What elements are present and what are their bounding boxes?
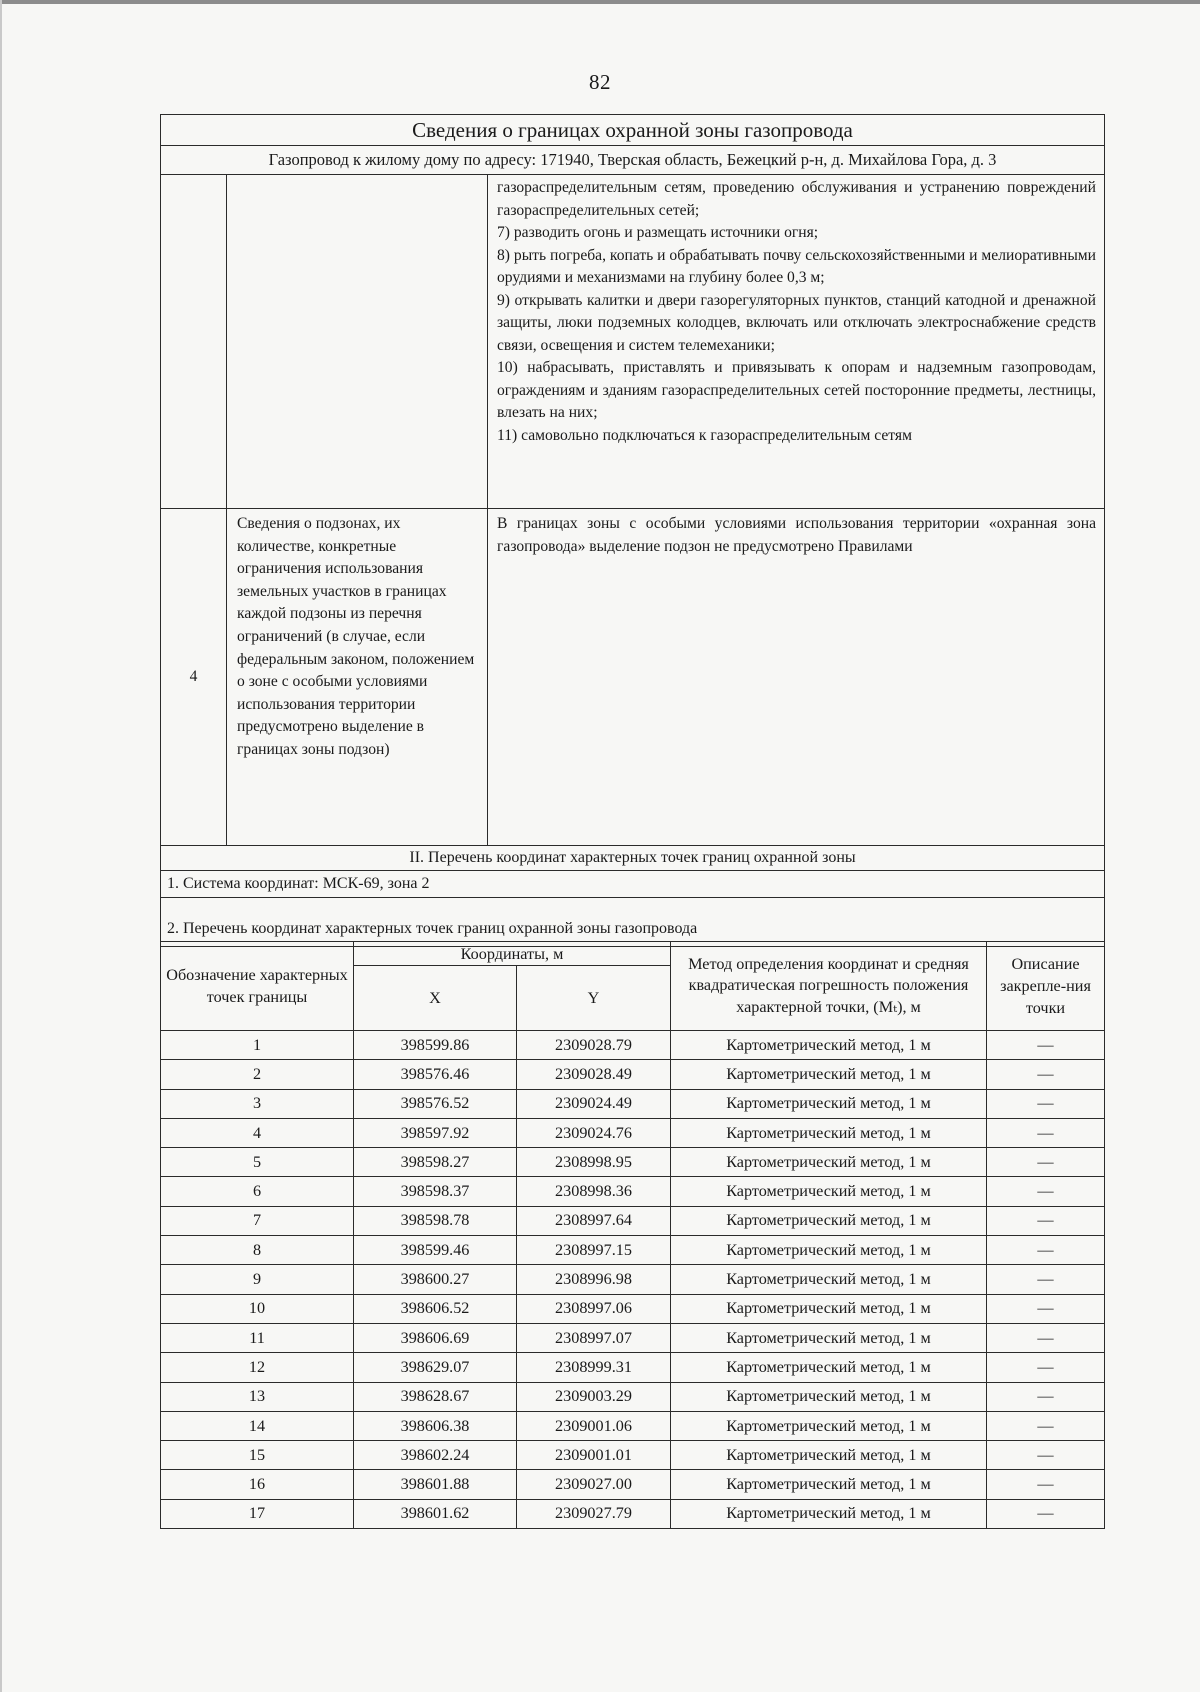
y-coordinate-cell: 2309003.29	[517, 1382, 671, 1411]
coordinate-row	[161, 1470, 1105, 1499]
y-coordinate-cell: 2309027.79	[517, 1499, 671, 1528]
coordinates-table	[160, 941, 1105, 1529]
point-number-cell: 10	[161, 1294, 354, 1323]
zone-table-subtitle: Газопровод к жилому дому по адресу: 171940, Тверская область, Бежецкий р-н, д. Михайлова Гора, д. 3	[161, 146, 1105, 175]
point-number-cell: 4	[161, 1118, 354, 1147]
y-coordinate-cell: 2309028.79	[517, 1031, 671, 1060]
x-coordinate-cell: 398576.52	[354, 1089, 517, 1118]
method-cell: Картометрический метод, 1 м	[671, 1353, 987, 1382]
point-number-cell: 17	[161, 1499, 354, 1528]
method-cell: Картометрический метод, 1 м	[671, 1206, 987, 1235]
zone-table-subtitle-row	[161, 146, 1105, 175]
x-coordinate-cell: 398598.37	[354, 1177, 517, 1206]
y-coordinate-cell: 2308998.95	[517, 1148, 671, 1177]
fixing-description-cell: —	[987, 1499, 1105, 1528]
method-cell: Картометрический метод, 1 м	[671, 1177, 987, 1206]
x-coordinate-cell: 398606.38	[354, 1411, 517, 1440]
coordinate-row	[161, 1089, 1105, 1118]
fixing-description-cell: —	[987, 1411, 1105, 1440]
header-y: Y	[517, 966, 671, 1031]
point-number-cell: 1	[161, 1031, 354, 1060]
x-coordinate-cell: 398598.27	[354, 1148, 517, 1177]
x-coordinate-cell: 398598.78	[354, 1206, 517, 1235]
zone-table-title-row	[161, 115, 1105, 146]
x-coordinate-cell: 398629.07	[354, 1353, 517, 1382]
coordinate-row	[161, 1177, 1105, 1206]
method-cell: Картометрический метод, 1 м	[671, 1236, 987, 1265]
y-coordinate-cell: 2309001.01	[517, 1441, 671, 1470]
page-number: 82	[589, 70, 611, 94]
method-cell: Картометрический метод, 1 м	[671, 1323, 987, 1352]
method-cell: Картометрический метод, 1 м	[671, 1118, 987, 1147]
y-coordinate-cell: 2308997.64	[517, 1206, 671, 1235]
x-coordinate-cell: 398601.62	[354, 1499, 517, 1528]
coordinate-system-row	[161, 871, 1105, 898]
fixing-description-cell: —	[987, 1294, 1105, 1323]
method-cell: Картометрический метод, 1 м	[671, 1089, 987, 1118]
coordinate-row	[161, 1441, 1105, 1470]
fixing-description-cell: —	[987, 1089, 1105, 1118]
header-description: Описание закрепле-ния точки	[987, 942, 1105, 1031]
y-coordinate-cell: 2308996.98	[517, 1265, 671, 1294]
page-number-container	[0, 70, 1200, 95]
zone-table-title: Сведения о границах охранной зоны газопровода	[161, 115, 1105, 146]
fixing-description-cell: —	[987, 1236, 1105, 1265]
restrictions-label-cell	[227, 175, 488, 509]
coordinate-system: 1. Система координат: МСК-69, зона 2	[161, 871, 1105, 898]
restrictions-number-cell	[161, 175, 227, 509]
coordinate-row	[161, 1236, 1105, 1265]
coordinate-list-title-row	[161, 898, 1105, 947]
x-coordinate-cell: 398628.67	[354, 1382, 517, 1411]
coordinates-table-body	[161, 1031, 1105, 1529]
x-coordinate-cell: 398576.46	[354, 1060, 517, 1089]
subzones-row-number: 4	[161, 509, 227, 846]
point-number-cell: 7	[161, 1206, 354, 1235]
y-coordinate-cell: 2309028.49	[517, 1060, 671, 1089]
y-coordinate-cell: 2308997.07	[517, 1323, 671, 1352]
coordinate-row	[161, 1206, 1105, 1235]
x-coordinate-cell: 398602.24	[354, 1441, 517, 1470]
method-cell: Картометрический метод, 1 м	[671, 1148, 987, 1177]
method-cell: Картометрический метод, 1 м	[671, 1470, 987, 1499]
coordinate-row	[161, 1411, 1105, 1440]
point-number-cell: 2	[161, 1060, 354, 1089]
fixing-description-cell: —	[987, 1265, 1105, 1294]
fixing-description-cell: —	[987, 1177, 1105, 1206]
scan-edge-left	[0, 0, 2, 1692]
scan-edge-top	[0, 0, 1200, 4]
point-number-cell: 15	[161, 1441, 354, 1470]
y-coordinate-cell: 2308998.36	[517, 1177, 671, 1206]
restriction-item: 7) разводить огонь и размещать источники огня;	[497, 224, 819, 241]
point-number-cell: 12	[161, 1353, 354, 1382]
subzones-row	[161, 509, 1105, 846]
zone-boundaries-table	[160, 114, 1105, 947]
fixing-description-cell: —	[987, 1470, 1105, 1499]
section2-title-row	[161, 846, 1105, 871]
y-coordinate-cell: 2308997.15	[517, 1236, 671, 1265]
coordinate-row	[161, 1118, 1105, 1147]
subzones-row-label: Сведения о подзонах, их количестве, конкретные ограничения использования земельных участков в границах каждой подзоны из перечня ограничений (в случае, если федеральным законом, положением о зоне с особыми условиями использования территории предусмотрено выделение в границах зоны подзон)	[227, 509, 488, 846]
header-x: X	[354, 966, 517, 1031]
coordinate-row	[161, 1060, 1105, 1089]
point-number-cell: 14	[161, 1411, 354, 1440]
y-coordinate-cell: 2309024.76	[517, 1118, 671, 1147]
header-method: Метод определения координат и средняя квадратическая погрешность положения характерной точки, (Mₜ), м	[671, 942, 987, 1031]
y-coordinate-cell: 2308999.31	[517, 1353, 671, 1382]
method-cell: Картометрический метод, 1 м	[671, 1265, 987, 1294]
point-number-cell: 8	[161, 1236, 354, 1265]
coordinate-row	[161, 1323, 1105, 1352]
method-cell: Картометрический метод, 1 м	[671, 1382, 987, 1411]
x-coordinate-cell: 398597.92	[354, 1118, 517, 1147]
coordinate-row	[161, 1148, 1105, 1177]
x-coordinate-cell: 398600.27	[354, 1265, 517, 1294]
fixing-description-cell: —	[987, 1206, 1105, 1235]
fixing-description-cell: —	[987, 1382, 1105, 1411]
method-cell: Картометрический метод, 1 м	[671, 1499, 987, 1528]
header-coordinates: Координаты, м	[354, 942, 671, 966]
point-number-cell: 16	[161, 1470, 354, 1499]
restrictions-continued-row	[161, 175, 1105, 509]
y-coordinate-cell: 2309001.06	[517, 1411, 671, 1440]
point-number-cell: 6	[161, 1177, 354, 1206]
restriction-item: газораспределительным сетям, проведению обслуживания и устранению повреждений газораспределительных сетей;	[497, 179, 1097, 219]
coordinate-row	[161, 1265, 1105, 1294]
method-cell: Картометрический метод, 1 м	[671, 1294, 987, 1323]
coordinate-row	[161, 1382, 1105, 1411]
x-coordinate-cell: 398599.46	[354, 1236, 517, 1265]
coordinate-row	[161, 1294, 1105, 1323]
coordinate-row	[161, 1353, 1105, 1382]
subzones-row-description: В границах зоны с особыми условиями использования территории «охранная зона газопровода» выделение подзон не предусмотрено Правилами	[488, 509, 1105, 846]
fixing-description-cell: —	[987, 1353, 1105, 1382]
fixing-description-cell: —	[987, 1323, 1105, 1352]
x-coordinate-cell: 398606.69	[354, 1323, 517, 1352]
y-coordinate-cell: 2309027.00	[517, 1470, 671, 1499]
x-coordinate-cell: 398606.52	[354, 1294, 517, 1323]
point-number-cell: 9	[161, 1265, 354, 1294]
fixing-description-cell: —	[987, 1148, 1105, 1177]
x-coordinate-cell: 398599.86	[354, 1031, 517, 1060]
y-coordinate-cell: 2309024.49	[517, 1089, 671, 1118]
x-coordinate-cell: 398601.88	[354, 1470, 517, 1499]
restriction-item: 10) набрасывать, приставлять и привязывать к опорам и надземным газопроводам, ограждениям и зданиям газораспределительных сетей посторонние предметы, лестницы, влезать на них;	[497, 359, 1097, 421]
method-cell: Картометрический метод, 1 м	[671, 1031, 987, 1060]
fixing-description-cell: —	[987, 1441, 1105, 1470]
restriction-item: 9) открывать калитки и двери газорегуляторных пунктов, станций катодной и дренажной защиты, люки подземных колодцев, включать или отключать электроснабжение средств связи, освещения и систем телемеханики;	[497, 291, 1097, 354]
method-cell: Картометрический метод, 1 м	[671, 1060, 987, 1089]
restriction-item: 11) самовольно подключаться к газораспределительным сетям	[497, 426, 912, 444]
coordinate-row	[161, 1031, 1105, 1060]
coordinate-list-title: 2. Перечень координат характерных точек границ охранной зоны газопровода	[161, 898, 1105, 947]
restrictions-list	[488, 175, 1105, 509]
method-cell: Картометрический метод, 1 м	[671, 1441, 987, 1470]
header-point: Обозначение характерных точек границы	[161, 942, 354, 1031]
method-cell: Картометрический метод, 1 м	[671, 1411, 987, 1440]
point-number-cell: 3	[161, 1089, 354, 1118]
y-coordinate-cell: 2308997.06	[517, 1294, 671, 1323]
section2-title: II. Перечень координат характерных точек границ охранной зоны	[161, 846, 1105, 871]
restriction-item: 8) рыть погреба, копать и обрабатывать почву сельскохозяйственными и мелиоративными орудиями и механизмами на глубину более 0,3 м;	[497, 246, 1097, 286]
point-number-cell: 11	[161, 1323, 354, 1352]
fixing-description-cell: —	[987, 1031, 1105, 1060]
coordinates-header-row-1	[161, 942, 1105, 966]
coordinate-row	[161, 1499, 1105, 1528]
fixing-description-cell: —	[987, 1060, 1105, 1089]
point-number-cell: 5	[161, 1148, 354, 1177]
point-number-cell: 13	[161, 1382, 354, 1411]
fixing-description-cell: —	[987, 1118, 1105, 1147]
